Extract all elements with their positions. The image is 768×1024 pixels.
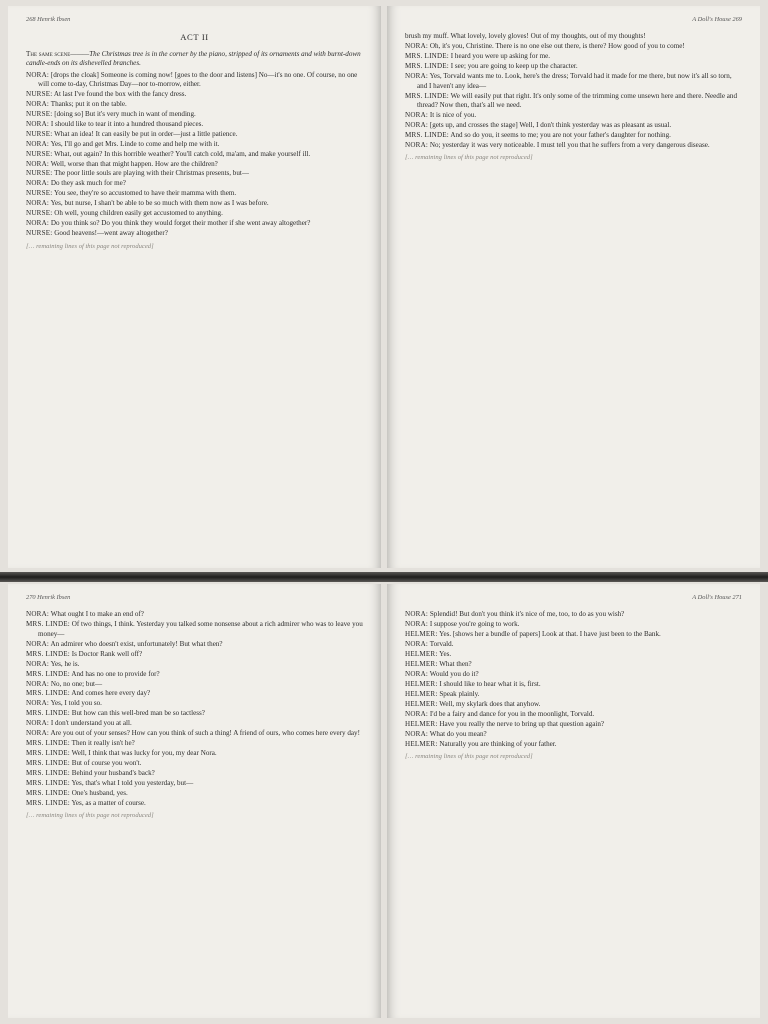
speech-text: I see; you are going to keep up the character. (450, 62, 578, 71)
omission-note: [… remaining lines of this page not reproduced] (405, 154, 533, 162)
speech-text: Naturally you are thinking of your father. (439, 739, 557, 748)
dialogue-line (26, 610, 363, 619)
speaker-name: NORA: (26, 679, 50, 688)
speech-text: Oh well, young children easily get accustomed to anything. (54, 209, 223, 218)
speech-text: No; yesterday it was very noticeable. I must tell you that he suffers from a very dangerous disease. (429, 140, 710, 149)
scan-divider (0, 572, 768, 582)
speaker-name: HELMER: (405, 660, 438, 669)
speech-text: [drops the cloak] Someone is coming now! [goes to the door and listens] No—it's no one. Of course, no one will come to-day, Christmas Day—nor to-morrow, either. (38, 70, 358, 88)
dialogue-line (26, 620, 363, 639)
dialogue-line (26, 71, 363, 90)
speech-text: The poor little souls are playing with their Christmas presents, but— (54, 169, 249, 178)
dialogue-line (26, 100, 363, 109)
dialogue-line (26, 769, 363, 778)
dialogue-line (405, 92, 742, 111)
speaker-name: NORA: (26, 199, 50, 208)
dialogue-line (405, 700, 742, 709)
speaker-name: MRS. LINDE: (26, 798, 70, 807)
running-head-right: A Doll's House 269 (692, 16, 742, 23)
speech-text: What, out again? In this horrible weather? You'll catch cold, ma'am, and make yourself ill. (54, 149, 311, 158)
dialogue-line (405, 121, 742, 130)
dialogue-line (26, 709, 363, 718)
dialogue-line (405, 710, 742, 719)
speaker-name: MRS. LINDE: (26, 709, 70, 718)
speech-text: At last I've found the box with the fancy dress. (53, 89, 187, 98)
running-head-left: 270 Henrik Ibsen (26, 594, 71, 601)
speech-text: I should like to hear what it is, first. (439, 680, 541, 689)
speaker-name: MRS. LINDE: (405, 52, 449, 61)
dialogue-line (26, 719, 363, 728)
speech-text: It is nice of you. (429, 110, 477, 119)
dialogue-line (26, 209, 363, 218)
dialogue (26, 71, 363, 239)
omission-note: [… remaining lines of this page not reproduced] (26, 242, 154, 250)
speech-text: Yes, that's what I told you yesterday, but— (71, 779, 194, 788)
dialogue-line (26, 789, 363, 798)
dialogue-line (26, 680, 363, 689)
speaker-name: MRS. LINDE: (26, 769, 70, 778)
scene-text: ———The Christmas tree is in the corner by the piano, stripped of its ornaments and with burnt-down candle-ends on its dishevelled branches. (26, 49, 361, 68)
dialogue-line (405, 72, 742, 91)
speaker-name: NURSE: (26, 169, 53, 178)
dialogue-line (405, 131, 742, 140)
dialogue-line (26, 150, 363, 159)
speech-text: Thanks; put it on the table. (50, 99, 127, 108)
page-270 (8, 584, 381, 1018)
speaker-name: NURSE: (26, 189, 53, 198)
speaker-name: NORA: (26, 659, 50, 668)
speaker-name: MRS. LINDE: (405, 91, 449, 100)
speaker-name: NORA: (405, 610, 429, 619)
speaker-name: MRS. LINDE: (26, 749, 70, 758)
dialogue-line (405, 620, 742, 629)
speech-text: I'd be a fairy and dance for you in the moonlight, Torvald. (429, 709, 595, 718)
speaker-name: MRS. LINDE: (26, 739, 70, 748)
speech-text: I suppose you're going to work. (429, 620, 520, 629)
speech-text: And comes here every day? (71, 689, 151, 698)
dialogue-line (405, 630, 742, 639)
speaker-name: NORA: (26, 159, 50, 168)
dialogue-line (26, 759, 363, 768)
speaker-name: NORA: (26, 99, 50, 108)
stage-direction (26, 50, 363, 69)
speaker-name: MRS. LINDE: (405, 62, 449, 71)
dialogue-line (26, 799, 363, 808)
dialogue-line (26, 179, 363, 188)
speaker-name: NORA: (405, 120, 429, 129)
speaker-name: NURSE: (26, 209, 53, 218)
speaker-name: NORA: (405, 729, 429, 738)
speech-text: Yes. [shows her a bundle of papers] Look at that. I have just been to the Bank. (439, 630, 661, 639)
speaker-name: NORA: (405, 670, 429, 679)
dialogue-line (26, 729, 363, 738)
speech-text: What then? (439, 660, 472, 669)
speech-text: Yes, I told you so. (50, 699, 102, 708)
running-head (26, 16, 363, 24)
speaker-name: NORA: (26, 139, 50, 148)
speech-text: No, no one; but— (50, 679, 103, 688)
speech-text: Splendid! But don't you think it's nice of me, too, to do as you wish? (429, 610, 625, 619)
dialogue (405, 32, 742, 150)
dialogue-line (405, 690, 742, 699)
dialogue-line (405, 42, 742, 51)
speech-text: But how can this well-bred man be so tactless? (71, 709, 205, 718)
dialogue-line (26, 130, 363, 139)
speaker-name: MRS. LINDE: (26, 689, 70, 698)
speaker-name: HELMER: (405, 690, 438, 699)
dialogue-line (26, 110, 363, 119)
dialogue-line (405, 650, 742, 659)
speech-text: You see, they're so accustomed to have their mamma with them. (53, 189, 237, 198)
speech-text: Yes, as a matter of course. (71, 798, 146, 807)
dialogue-line (405, 720, 742, 729)
page-271 (387, 584, 760, 1018)
speech-text: An admirer who doesn't exist, unfortunately! But what then? (50, 639, 223, 648)
dialogue-line (26, 739, 363, 748)
speaker-name: NORA: (405, 620, 429, 629)
dialogue-line (405, 680, 742, 689)
page-269 (387, 6, 760, 568)
dialogue-line (405, 640, 742, 649)
dialogue-line (405, 660, 742, 669)
speech-text: What an idea! It can easily be put in order—just a little patience. (54, 129, 238, 138)
speech-text: Of two things, I think. Yesterday you talked some nonsense about a rich admirer who was to leave you money— (38, 620, 363, 638)
speaker-name: HELMER: (405, 739, 438, 748)
speaker-name: NORA: (26, 699, 50, 708)
speech-text: I should like to tear it into a hundred thousand pieces. (50, 119, 204, 128)
speaker-name: NORA: (26, 219, 50, 228)
speaker-name: MRS. LINDE: (26, 669, 70, 678)
speech-text: Oh, it's you, Christine. There is no one else out there, is there? How good of you to come! (429, 42, 685, 51)
speaker-name: NORA: (405, 72, 429, 81)
dialogue-line (26, 650, 363, 659)
dialogue-line (26, 199, 363, 208)
speech-text: Speak plainly. (439, 690, 480, 699)
speech-text: One's husband, yes. (71, 789, 128, 798)
speech-text: And so do you, it seems to me; you are not your father's daughter for nothing. (450, 130, 671, 139)
speech-text: Is Doctor Rank well off? (71, 649, 143, 658)
speech-text: Yes, Torvald wants me to. Look, here's the dress; Torvald had it made for me there, but now it's all so torn, and I haven't any idea— (417, 72, 732, 90)
speech-text: Do you think so? Do you think they would forget their mother if she went away altogether? (50, 219, 311, 228)
speaker-name: MRS. LINDE: (26, 779, 70, 788)
speech-text: Yes, but nurse, I shan't be able to be so much with them now as I was before. (50, 199, 269, 208)
page-268 (8, 6, 381, 568)
bottom-spread (8, 584, 760, 1018)
speech-text: I heard you were up asking for me. (450, 52, 551, 61)
speech-text: Have you really the nerve to bring up that question again? (439, 719, 605, 728)
speech-text: But of course you won't. (71, 759, 142, 768)
speech-text: Yes. (439, 650, 452, 659)
speech-text: Yes, he is. (50, 659, 80, 668)
speech-text: What do you mean? (429, 729, 487, 738)
speaker-name: NURSE: (26, 109, 53, 118)
speech-text: Good heavens!—went away altogether? (54, 229, 168, 238)
speech-text: What ought I to make an end of? (50, 610, 144, 619)
speaker-name: MRS. LINDE: (26, 649, 70, 658)
speech-text: Well, my skylark does that anyhow. (439, 700, 541, 709)
dialogue-line (26, 189, 363, 198)
speaker-name: NORA: (405, 709, 429, 718)
dialogue-line (405, 141, 742, 150)
speech-text: Would you do it? (429, 670, 479, 679)
speaker-name: NORA: (26, 179, 50, 188)
speaker-name: NORA: (26, 639, 50, 648)
dialogue-line (26, 169, 363, 178)
speech-text: And has no one to provide for? (71, 669, 160, 678)
speaker-name: MRS. LINDE: (26, 789, 70, 798)
running-head-right: A Doll's House 271 (692, 594, 742, 601)
speech-text: Behind your husband's back? (71, 769, 155, 778)
dialogue-line (26, 90, 363, 99)
speaker-name: NURSE: (26, 129, 53, 138)
dialogue-line (405, 62, 742, 71)
speech-text: [doing so] But it's very much in want of mending. (54, 109, 196, 118)
speaker-name: NORA: (26, 70, 50, 79)
dialogue-line (26, 219, 363, 228)
speaker-name: NORA: (26, 719, 50, 728)
running-head (26, 594, 363, 602)
speaker-name: NORA: (405, 110, 429, 119)
dialogue-line (405, 52, 742, 61)
dialogue-line (26, 229, 363, 238)
speech-text: Yes, I'll go and get Mrs. Linde to come and help me with it. (50, 139, 220, 148)
speaker-name: MRS. LINDE: (26, 759, 70, 768)
speech-text: Torvald. (429, 640, 454, 649)
speaker-name: NORA: (405, 640, 429, 649)
speaker-name: NORA: (26, 610, 50, 619)
dialogue-line (26, 640, 363, 649)
dialogue-line (405, 32, 742, 41)
act-title: ACT II (180, 32, 209, 43)
speaker-name: NORA: (405, 42, 429, 51)
dialogue (405, 610, 742, 749)
speaker-name: NURSE: (26, 89, 53, 98)
speech-text: Do they ask much for me? (50, 179, 126, 188)
speech-text: Well, I think that was lucky for you, my dear Nora. (71, 749, 217, 758)
dialogue-line (26, 160, 363, 169)
omission-note: [… remaining lines of this page not reproduced] (405, 753, 533, 761)
dialogue-line (405, 730, 742, 739)
speech-text: I don't understand you at all. (50, 719, 132, 728)
speech-text: brush my muff. What lovely, lovely gloves! Out of my thoughts, out of my thoughts! (405, 32, 646, 41)
speech-text: Are you out of your senses? How can you think of such a thing! A friend of ours, who comes here every day! (50, 729, 360, 738)
speaker-name: HELMER: (405, 680, 438, 689)
speaker-name: MRS. LINDE: (26, 620, 70, 629)
omission-note: [… remaining lines of this page not reproduced] (26, 812, 154, 820)
dialogue-line (405, 740, 742, 749)
speech-text: Then it really isn't he? (71, 739, 135, 748)
dialogue-line (405, 670, 742, 679)
dialogue-line (405, 111, 742, 120)
speaker-name: MRS. LINDE: (405, 130, 449, 139)
speech-text: We will easily put that right. It's only some of the trimming come unsewn here and there. Needle and thread? Now then, that's all we need. (417, 91, 737, 109)
top-spread (8, 6, 760, 568)
speaker-name: HELMER: (405, 630, 438, 639)
dialogue-line (405, 610, 742, 619)
speaker-name: HELMER: (405, 700, 438, 709)
speaker-name: NORA: (26, 729, 50, 738)
dialogue-line (26, 749, 363, 758)
running-head-left: 268 Henrik Ibsen (26, 16, 71, 23)
dialogue-line (26, 660, 363, 669)
dialogue-line (26, 120, 363, 129)
scene-lead: The same scene (26, 49, 71, 58)
dialogue-line (26, 699, 363, 708)
speaker-name: NURSE: (26, 229, 53, 238)
speaker-name: NORA: (405, 140, 429, 149)
running-head (405, 16, 742, 24)
speaker-name: NURSE: (26, 149, 53, 158)
speaker-name: NORA: (26, 119, 50, 128)
dialogue-line (26, 670, 363, 679)
running-head (405, 594, 742, 602)
dialogue-line (26, 689, 363, 698)
speech-text: Well, worse than that might happen. How are the children? (50, 159, 218, 168)
dialogue-line (26, 779, 363, 788)
dialogue-line (26, 140, 363, 149)
speaker-name: HELMER: (405, 650, 438, 659)
speaker-name: HELMER: (405, 719, 438, 728)
dialogue (26, 610, 363, 808)
speech-text: [gets up, and crosses the stage] Well, I don't think yesterday was as pleasant as usual. (429, 120, 672, 129)
